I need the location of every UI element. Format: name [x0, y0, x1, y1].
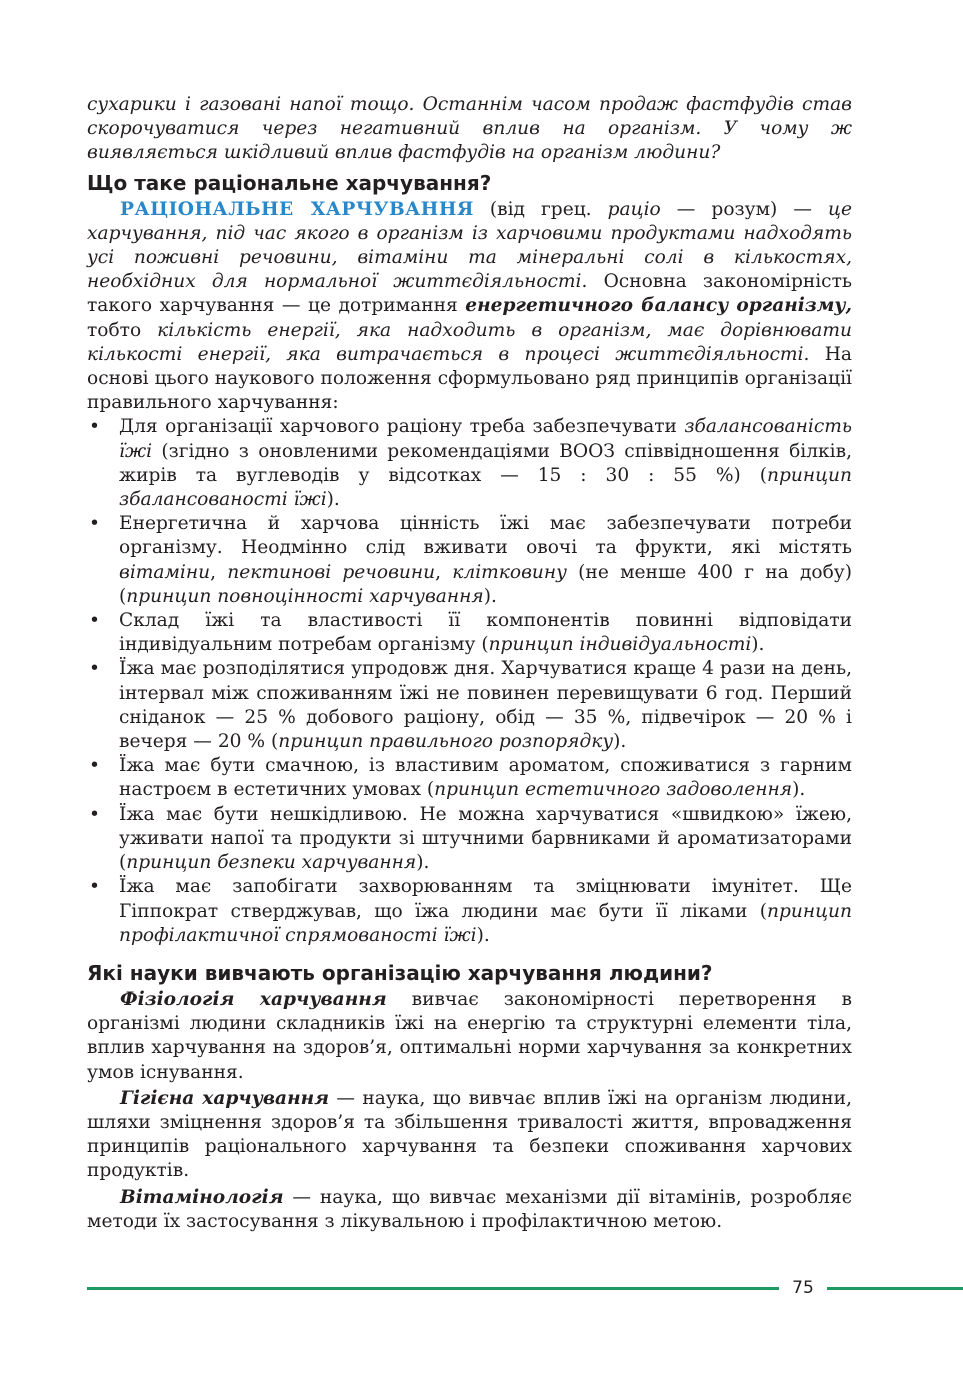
text-span: принцип збалансованості їжі — [119, 464, 852, 511]
page-number: 75 — [792, 1278, 814, 1298]
text-span: пектинові речовини — [227, 561, 436, 583]
intro-paragraph — [87, 93, 852, 166]
term-physiology: Фізіологія харчування — [120, 988, 387, 1010]
paragraph-physiology — [87, 988, 852, 1085]
definition-paragraph — [87, 198, 852, 416]
list-item — [87, 754, 852, 802]
bullet-marker: • — [89, 513, 100, 535]
text-span: ). — [483, 585, 497, 607]
section-heading-nutrition-sciences: Які науки вивчають організацію харчування людини? — [87, 960, 713, 985]
text-span: принцип правильного розпорядку — [278, 731, 614, 753]
text-span: принцип індивідуальності — [488, 634, 752, 656]
bullet-marker: • — [89, 803, 100, 825]
text-span: ). — [751, 634, 765, 656]
term-vitaminology: Вітамінологія — [120, 1186, 284, 1208]
text-span: Для організації харчового раціону треба забезпечувати — [119, 416, 685, 438]
text-span: збалансованість їжі — [119, 416, 852, 462]
text-span: (згідно з оновленими рекомендаціями ВООЗ співвідношення білків, жирів та вуглеводів у відсотках — 15 : 30 : 55 %) ( — [119, 440, 852, 486]
text-span: (від грец. — [473, 198, 608, 220]
text-span: — наука, що вивчає вплив їжі на організм людини, шляхи зміцнення здоров’я та збільшення тривалості життя, впровадження принципів раціонального харчування та безпеки споживання харчових продуктів. — [87, 1087, 852, 1182]
paragraph-hygiene — [87, 1087, 852, 1184]
text-span: , — [210, 561, 228, 583]
intro-text: сухарики і газовані напої тощо. Останнім часом продаж фастфудів став скорочуватися через негативний вплив на організм. У чому ж виявляється шкідливий вплив фастфудів на організм людини? — [87, 94, 852, 164]
bullet-marker: • — [89, 876, 100, 898]
text-span: кількість енергії, яка надходить в організм, має дорівнювати кількості енергії, яка витрачається в процесі життєдіяльності — [87, 319, 852, 365]
list-item — [87, 512, 852, 609]
text-span: Їжа має бути нешкідливою. Не можна харчуватися «швидкою» їжею, уживати напої та продукти зі штучними барвниками й ароматизаторами ( — [119, 803, 852, 874]
page-body — [87, 93, 852, 1234]
text-span: вивчає закономірності перетворення в організмі людини складників їжі на енергію та структурні елементи тіла, вплив харчування на здоров’я, оптимальні норми харчування за конкретних умов існування. — [87, 988, 852, 1083]
text-span: . На основі цього наукового положення сформульовано ряд принципів організації правильного харчування: — [87, 343, 852, 414]
text-span: ). — [792, 779, 806, 801]
term-hygiene: Гігієна харчування — [120, 1087, 329, 1109]
text-span: Їжа має запобігати захворюванням та зміцнювати імунітет. Ще Гіппократ стверджував, що їжа людини має бути її ліками ( — [119, 876, 852, 922]
footer-divider-right — [827, 1287, 963, 1290]
text-span: енергетичного балансу організму, — [465, 295, 852, 317]
list-item — [87, 657, 852, 754]
text-span: вітаміни — [119, 561, 211, 583]
text-span: принцип профілактичної спрямованості їжі — [119, 900, 852, 946]
principles-list — [87, 415, 852, 947]
bullet-marker: • — [89, 610, 100, 632]
bullet-marker: • — [89, 658, 100, 680]
text-span: (не менше 400 г на добу) ( — [119, 561, 852, 607]
footer-divider-left — [87, 1287, 779, 1290]
text-span: Їжа має розподілятися упродовж дня. Харчуватися краще 4 рази на день, інтервал між споживанням їжі не повинен перевищувати 6 год. Перший сніданок — 25 % добового раціону, обід — 35 %, підвечірок — 20 % і вечеря — 20 % ( — [119, 658, 852, 753]
text-span: тобто — [87, 319, 158, 341]
text-span: принцип повноцінності харчування — [126, 585, 484, 607]
text-span: , — [435, 561, 453, 583]
text-span: клітковину — [452, 561, 567, 583]
text-span: ). — [326, 489, 340, 511]
text-span: це харчування, під час якого в організм із харчовими продуктами надходять усі поживні речовини, вітаміни та мінеральні солі в кількостях, необхідних для нормальної життєдіяльності — [87, 198, 852, 293]
list-item — [87, 875, 852, 948]
text-span: . Основна закономірність такого харчування — це дотримання — [87, 271, 853, 317]
list-item — [87, 803, 852, 876]
term-rational-nutrition: РАЦІОНАЛЬНЕ ХАРЧУВАННЯ — [120, 198, 474, 220]
text-span: Енергетична й харчова цінність їжі має забезпечувати потреби організму. Неодмінно слід вживати овочі та фрукти, які містять — [119, 513, 852, 559]
text-span: — наука, що вивчає механізми дії вітамінів, розробляє методи їх застосування з лікувальною і профілактичною метою. — [87, 1186, 852, 1232]
bullet-marker: • — [89, 755, 100, 777]
paragraph-vitaminology — [87, 1186, 852, 1234]
list-item — [87, 415, 852, 512]
text-span: раціо — [607, 198, 661, 220]
text-span: ). — [613, 731, 627, 753]
text-span: принцип естетичного задоволення — [434, 779, 793, 801]
section-heading-rational-nutrition: Що таке раціональне харчування? — [87, 170, 492, 195]
text-span: — розум) — — [660, 198, 828, 220]
text-span: Їжа має бути смачною, із властивим ароматом, споживатися з гарним настроєм в естетичних умовах ( — [119, 755, 852, 801]
text-span: ). — [476, 924, 490, 946]
text-span: ). — [416, 852, 430, 874]
text-span: Склад їжі та властивості її компонентів повинні відповідати індивідуальним потребам організму ( — [119, 610, 852, 656]
bullet-marker: • — [89, 416, 100, 438]
list-item — [87, 609, 852, 657]
text-span: принцип безпеки харчування — [126, 852, 417, 874]
